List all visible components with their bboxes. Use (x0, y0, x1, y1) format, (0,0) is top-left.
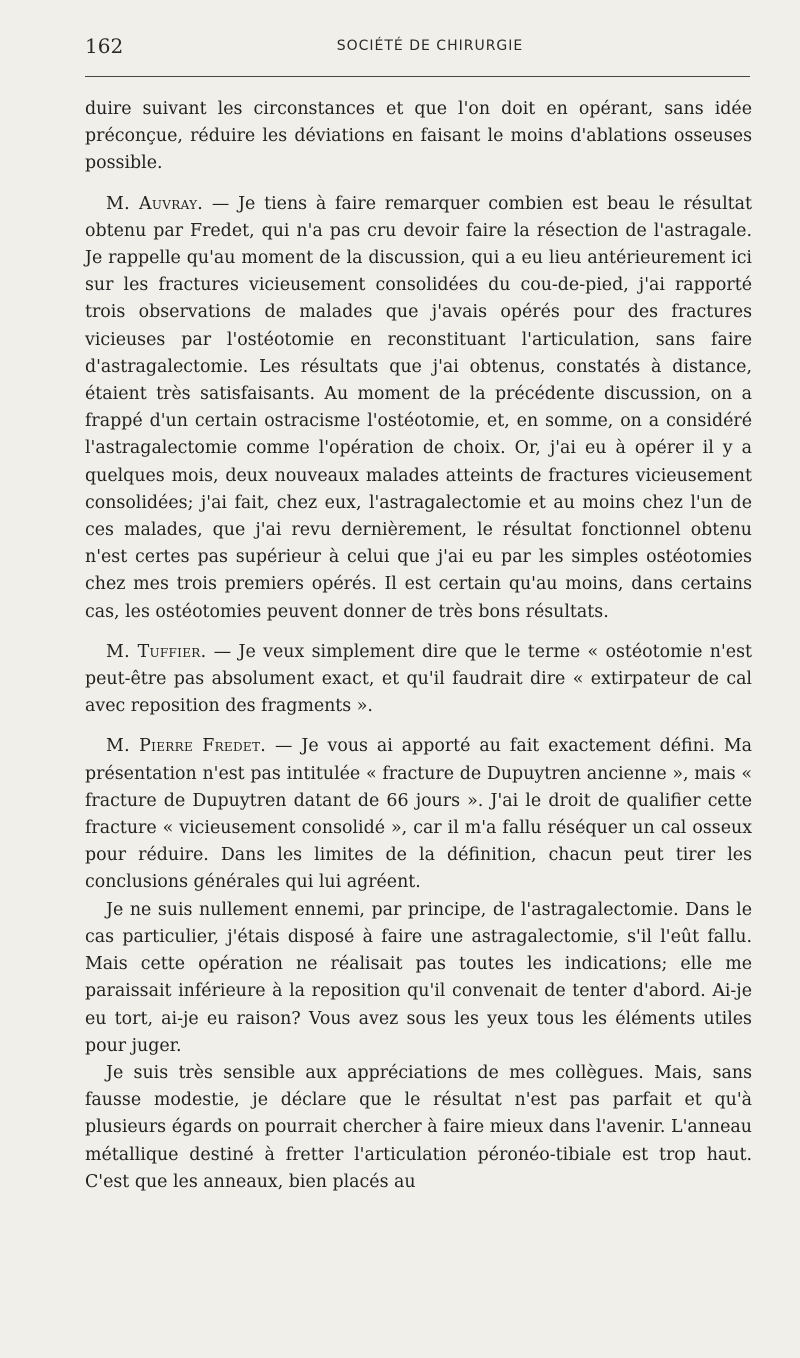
running-title: SOCIÉTÉ DE CHIRURGIE (336, 38, 524, 54)
paragraph-text: — Je tiens à faire remarquer combien est beau le résultat obtenu par Fredet, qui n'a pas cru devoir faire la résection de l'astragale. Je rappelle qu'au moment de la discussion, qui a eu lieu antérieurement ici sur les fractures vicieusement consolidées du cou-de-pied, j'ai rapporté trois observations de malades que j'avais opérés pour des fractures vicieuses par l'ostéotomie en reconstituant l'articulation, sans faire d'astragalectomie. Les résultats que j'ai obtenus, constatés à distance, étaient très satisfaisants. Au moment de la précédente discussion, on a frappé d'un certain ostracisme l'ostéotomie, et, en somme, on a considéré l'astragalectomie comme l'opération de choix. Or, j'ai eu à opérer il y a quelques mois, deux nouveaux malades atteints de fractures vicieusement consolidées; j'ai fait, chez eux, l'astragalectomie et au moins chez l'un de ces malades, que j'ai revu dernièrement, le résultat fonctionnel obtenu n'est certes pas supérieur à celui que j'ai eu par les simples ostéotomies chez mes trois premiers opérés. Il est certain qu'au moins, dans certains cas, les ostéotomies peuvent donner de très bons résultats. (85, 193, 752, 622)
paragraph-fredet (85, 733, 752, 896)
speaker-name: M. Tuffier. (106, 641, 207, 662)
header-rule (85, 76, 750, 77)
speaker-name: M. Pierre Fredet. (106, 736, 267, 757)
paragraph-text: — Je veux simplement dire que le terme « ostéotomie n'est peut-être pas absolument exact, et qu'il faudrait dire « extirpateur de cal avec reposition des fragments ». (85, 641, 752, 717)
paragraph-text: Je ne suis nullement ennemi, par principe, de l'astragalectomie. Dans le cas particulier, j'étais disposé à faire une astragalectomie, s'il l'eût fallu. Mais cette opération ne réalisait pas toutes les indications; elle me paraissait inférieure à la reposition qu'il convenait de tenter d'abord. Ai-je eu tort, ai-je eu raison? Vous avez sous les yeux tous les éléments utiles pour juger. (85, 899, 752, 1056)
paragraph-continuation (85, 96, 752, 178)
page-number: 162 (85, 34, 124, 58)
paragraph-tuffier (85, 639, 752, 721)
paragraph-text: Je suis très sensible aux appréciations de mes collègues. Mais, sans fausse modestie, je déclare que le résultat n'est pas parfait et qu'à plusieurs égards on pourrait chercher à faire mieux dans l'avenir. L'anneau métallique destiné à fretter l'articulation péronéo-tibiale est trop haut. C'est que les anneaux, bien placés au (85, 1062, 752, 1192)
paragraph-text: duire suivant les circonstances et que l'on doit en opérant, sans idée préconçue, réduire les déviations en faisant le moins d'ablations osseuses possible. (85, 99, 752, 174)
body-text (85, 96, 752, 1196)
paragraph-auvray (85, 191, 752, 626)
paragraph-fredet-3 (85, 1060, 752, 1196)
paragraph-fredet-2 (85, 897, 752, 1060)
speaker-name: M. Auvray. (106, 193, 204, 214)
paragraph-text: — Je vous ai apporté au fait exactement défini. Ma présentation n'est pas intitulée « fracture de Dupuytren ancienne », mais « fracture de Dupuytren datant de 66 jours ». J'ai le droit de qualifier cette fracture « vicieusement consolidé », car il m'a fallu réséquer un cal osseux pour réduire. Dans les limites de la définition, chacun peut tirer les conclusions générales qui lui agréent. (85, 736, 752, 893)
page-header (85, 34, 750, 60)
